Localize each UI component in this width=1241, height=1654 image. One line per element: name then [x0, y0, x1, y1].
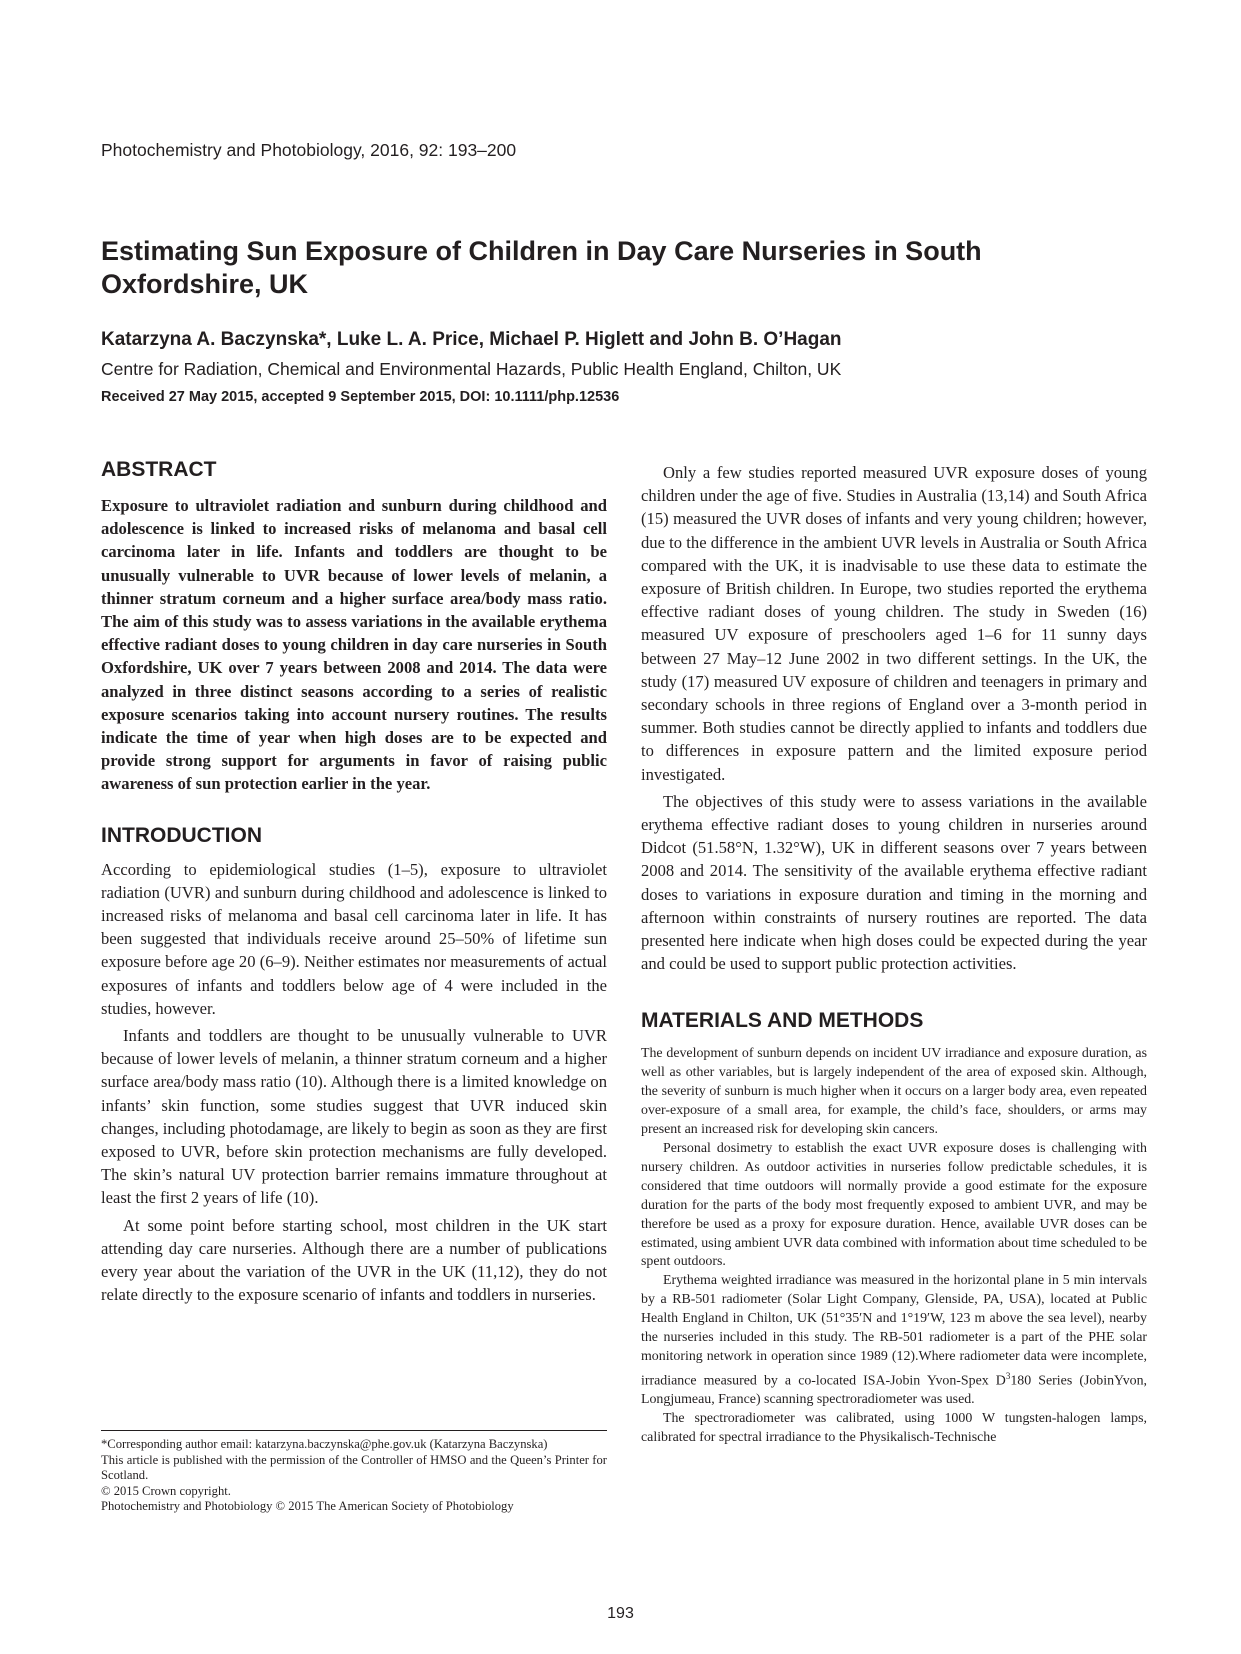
footnote-divider	[101, 1430, 607, 1431]
article-title: Estimating Sun Exposure of Children in Day Care Nurseries in South Oxfordshire, UK	[101, 236, 982, 299]
methods-text: 180 Series (JobinYvon, Longjumeau, France) scanning spectroradiometer was used.	[641, 1373, 1147, 1408]
methods-paragraph: The spectroradiometer was calibrated, using 1000 W tungsten-halogen lamps, calibrated for spectral irradiance to the Physikalisch-Technische	[641, 1411, 1147, 1446]
intro-continued-paragraph: Only a few studies reported measured UVR exposure doses of young children under the age of five. Studies in Australia (13,14) and South Africa (15) measured the UVR doses of infants and very young children; however, due to the difference in the ambient UVR levels in Australia or South Africa compared with the UK, it is inadvisable to use these data to estimate the exposure of British children. In Europe, two studies reported the erythema effective radiant doses of young children. The study in Sweden (16) measured UV exposure of preschoolers aged 1–6 for 11 sunny days between 27 May–12 June 2002 in two different settings. In the UK, the study (17) measured UV exposure of children and teenagers in primary and secondary schools in three regions of England over a 3-month period in summer. Both studies cannot be directly applied to infants and toddlers due to differences in exposure pattern and the limited exposure period investigated.	[641, 463, 1147, 784]
author-list: Katarzyna A. Baczynska*, Luke L. A. Price, Michael P. Higlett and John B. O’Hagan	[101, 329, 842, 350]
received-dates-doi: Received 27 May 2015, accepted 9 September 2015, DOI: 10.1111/php.12536	[101, 389, 620, 405]
superscript: 3	[1005, 1370, 1011, 1381]
permission-note: This article is published with the permission of the Controller of HMSO and the Queen’s Printer for Scotland.	[101, 1452, 607, 1483]
left-column	[101, 457, 607, 1307]
methods-text: Erythema weighted irradiance was measured in the horizontal plane in 5 min intervals by a RB-501 radiometer (Solar Light Company, Glenside, PA, USA), located at Public Health England in Chilton, UK (51°35′N and 1°19′W, 123 m above the sea level), nearby the nurseries included in this study. The RB-501 radiometer is a part of the PHE solar monitoring network in operation since 1989 (12).Where radiometer data were incomplete, irradiance measured by a co-located ISA-Jobin Yvon-Spex D	[641, 1273, 1147, 1389]
footnotes	[101, 1437, 607, 1515]
copyright-note: © 2015 Crown copyright.	[101, 1483, 231, 1498]
abstract-text: Exposure to ultraviolet radiation and sunburn during childhood and adolescence is linked to increased risks of melanoma and basal cell carcinoma later in life. Infants and toddlers are thought to be unusually vulnerable to UVR because of lower levels of melanin, a thinner stratum corneum and a higher surface area/body mass ratio. The aim of this study was to assess variations in the available erythema effective radiant doses to young children in day care nurseries in South Oxfordshire, UK over 7 years between 2008 and 2014. The data were analyzed in three distinct seasons according to a series of realistic exposure scenarios taking into account nursery routines. The results indicate the time of year when high doses are to be expected and provide strong support for arguments in favor of raising public awareness of sun protection earlier in the year.	[101, 496, 607, 794]
page-number: 193	[607, 1605, 634, 1622]
abstract-heading: ABSTRACT	[101, 458, 217, 481]
introduction-heading: INTRODUCTION	[101, 823, 262, 847]
objectives-paragraph: The objectives of this study were to assess variations in the available erythema effective radiant doses to young children in nurseries around Didcot (51.58°N, 1.32°W), UK in different seasons over 7 years between 2008 and 2014. The sensitivity of the available erythema effective radiant doses to variations in exposure duration and timing in the morning and afternoon within constraints of nursery routines are reported. The data presented here indicate when high doses could be expected during the year and could be used to support public protection activities.	[641, 791, 1147, 974]
corresponding-author-note: *Corresponding author email: katarzyna.baczynska@phe.gov.uk (Katarzyna Baczynska)	[101, 1437, 548, 1451]
methods-heading: MATERIALS AND METHODS	[641, 1009, 924, 1033]
intro-paragraph: At some point before starting school, most children in the UK start attending day care nurseries. Although there are a number of publications every year about the variation of the UVR in the UK (11,12), they do not relate directly to the exposure scenario of infants and toddlers in nurseries.	[101, 1215, 607, 1305]
methods-paragraph: The development of sunburn depends on incident UV irradiance and exposure duration, as well as other variables, but is largely independent of the area of exposed skin. Although, the severity of sunburn is much higher when it occurs on a larger body area, even repeated over-exposure of a small area, for example, the child’s face, shoulders, or arms may present an increased risk for developing skin cancers.	[641, 1046, 1147, 1138]
right-column	[641, 461, 1147, 1448]
methods-paragraph	[641, 1272, 1147, 1410]
intro-paragraph: Infants and toddlers are thought to be unusually vulnerable to UVR because of lower levels of melanin, a thinner stratum corneum and a higher surface area/body mass ratio (10). Although there is a limited knowledge on infants’ skin function, some studies suggest that UVR induced skin changes, including photodamage, are likely to begin as soon as they are first exposed to UVR, before skin protection mechanisms are fully developed. The skin’s natural UV protection barrier remains immature throughout at least the first 2 years of life (10).	[101, 1026, 607, 1208]
intro-paragraph: According to epidemiological studies (1–5), exposure to ultraviolet radiation (UVR) and sunburn during childhood and adolescence is linked to increased risks of melanoma and basal cell carcinoma later in life. It has been suggested that individuals receive around 25–50% of lifetime sun exposure before age 20 (6–9). Neither estimates nor measurements of actual exposures of infants and toddlers below age of 4 were included in the studies, however.	[101, 859, 607, 1018]
journal-header: Photochemistry and Photobiology, 2016, 92: 193–200	[101, 140, 517, 160]
society-note: Photochemistry and Photobiology © 2015 The American Society of Photobiology	[101, 1499, 514, 1514]
affiliation: Centre for Radiation, Chemical and Environmental Hazards, Public Health England, Chilton, UK	[101, 359, 842, 379]
methods-paragraph: Personal dosimetry to establish the exact UVR exposure doses is challenging with nursery children. As outdoor activities in nurseries follow predictable schedules, it is considered that time outdoors will normally provide a good estimate for the exposure duration for the parts of the body most frequently exposed to ambient UVR, and may be therefore be used as a proxy for exposure duration. Hence, available UVR doses can be estimated, using ambient UVR data combined with information about time scheduled to be spent outdoors.	[641, 1141, 1147, 1270]
